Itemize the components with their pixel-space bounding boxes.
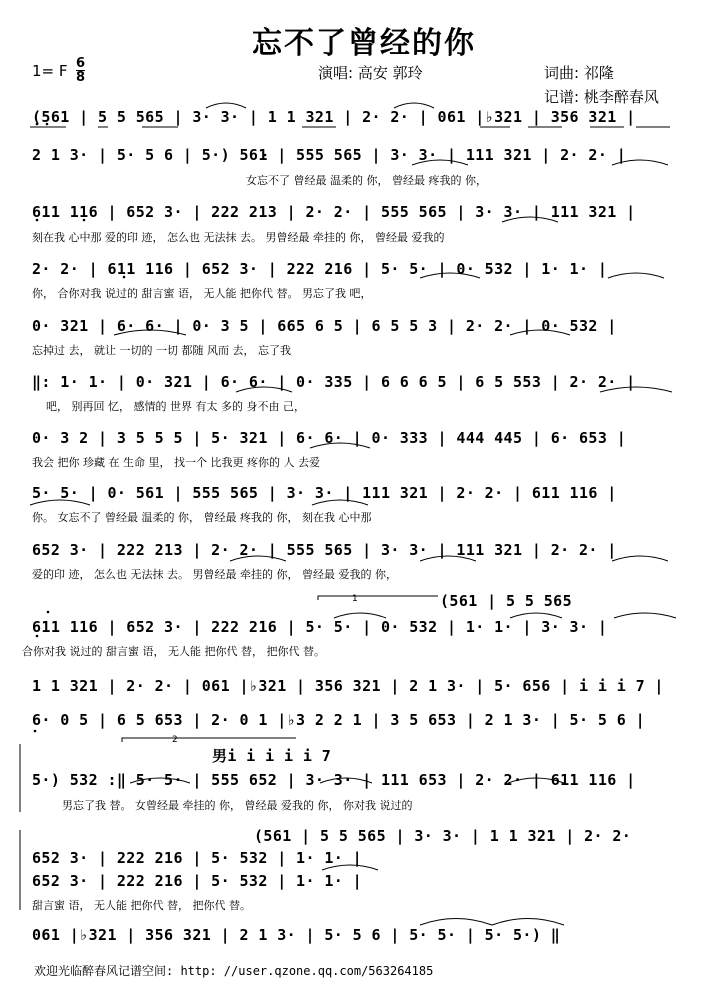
song-title: 忘不了曾经的你 [252,26,476,61]
notes-system-10: 611 116 | 652 3· | 222 216 | 5· 5· | 0· 532 | 1· 1· | 3· 3· | [32,618,608,636]
volta-2-label: 2 [172,735,178,745]
notes-system-15: 061 |♭321 | 356 321 | 2 1 3· | 5· 5 6 | 5· 5· | 5· 5·) ‖ [32,926,561,944]
notes-system-12: 6· 0 5 | 6 5 653 | 2· 0 1 |♭3 2 2 1 | 3 5 653 | 2 1 3· | 5· 5 6 | [32,711,645,729]
tie-arc [420,919,564,926]
tie-arc [608,273,664,278]
notes-system-11: 1 1 321 | 2· 2· | 061 |♭321 | 356 321 | 2 1 3· | 5· 656 | i i i 7 | [32,677,664,695]
lyrics-system-5: 忘掉过 去， 就让 一切的 一切 都随 风而 去， 忘了我 [32,344,291,357]
notes-system-5: 0· 321 | 6· 6· | 0· 3 5 | 665 6 5 | 6 5 5 3 | 2· 2· | 0· 532 | [32,317,617,335]
notes-system-9: 652 3· | 222 213 | 2· 2· | 555 565 | 3· 3· | 111 321 | 2· 2· | [32,541,617,559]
lyrics-system-14: 甜言蜜 语， 无人能 把你代 替， 把你代 替。 [32,899,251,912]
lyrics-system-10: 合你对我 说过的 甜言蜜 语， 无人能 把你代 替， 把你代 替。 [22,645,325,658]
men-part-notes: 男i i i i i 7 [212,747,332,765]
notes-system-14-upper: 652 3· | 222 216 | 5· 532 | 1· 1· | [32,849,363,867]
notes-system-1: (561 | 5 5 565 | 3· 3· | 1 1 321 | 2· 2· | 061 |♭321 | 356 321 | [32,108,636,126]
lyrics-system-2: 女忘不了 曾经最 温柔的 你， 曾经最 疼我的 你， [246,174,487,187]
lyrics-system-13: 男忘了我 替。 女曾经最 牵挂的 你， 曾经最 爱我的 你， 你对我 说过的 [62,799,413,812]
notes-system-13: 5·) 532 :‖ 5· 5· | 555 652 | 3· 3· | 111 653 | 2· 2· | 611 116 | [32,771,636,789]
notes-system-2: 2 1 3· | 5· 5 6 | 5·) 561 | 555 565 | 3· 3· | 111 321 | 2· 2· | [32,146,627,164]
transcriber: 记谱: 桃李醉春风 [544,88,659,106]
bracket-notes-2: (561 | 5 5 565 | 3· 3· | 1 1 321 | 2· 2· [254,827,632,845]
lyrics-system-8: 你。 女忘不了 曾经最 温柔的 你， 曾经最 疼我的 你， 刻在我 心中那 [32,511,372,524]
notes-system-8: 5· 5· | 0· 561 | 555 565 | 3· 3· | 111 321 | 2· 2· | 611 116 | [32,484,617,502]
lyrics-system-3: 刻在我 心中那 爱的印 迹， 怎么也 无法抹 去。 男曾经最 牵挂的 你， 曾经最 爱我的 [32,231,445,244]
bracket-notes-1: (561 | 5 5 565 [440,592,573,610]
notes-system-14: 652 3· | 222 216 | 5· 532 | 1· 1· | [32,872,363,890]
lyrics-system-6: 吧， 别再回 忆， 感情的 世界 有太 多的 身不由 己， [46,400,305,413]
lyrics-system-4: 你， 合你对我 说过的 甜言蜜 语， 无人能 把你代 替。 男忘了我 吧， [32,287,372,300]
volta-bracket-1 [318,596,438,600]
footer-credit: 欢迎光临醉春风记谱空间: http: //user.qzone.qq.com/563264185 [34,964,434,978]
tie-arc [612,556,668,561]
time-signature-bottom: 8 [76,70,86,85]
volta-bracket-2 [122,738,296,742]
notes-system-3: 611 116 | 652 3· | 222 213 | 2· 2· | 555 565 | 3· 3· | 111 321 | [32,203,636,221]
notes-system-4: 2· 2· | 611 116 | 652 3· | 222 216 | 5· 5· | 0· 532 | 1· 1· | [32,260,608,278]
lyricist: 词曲: 祁隆 [544,64,614,82]
singers: 演唱: 高安 郭玲 [318,64,423,82]
notes-system-7: 0· 3 2 | 3 5 5 5 | 5· 321 | 6· 6· | 0· 333 | 444 445 | 6· 653 | [32,429,627,447]
volta-1-label: 1 [352,594,358,604]
notes-system-6: ‖: 1· 1· | 0· 321 | 6· 6· | 0· 335 | 6 6 6 5 | 6 5 553 | 2· 2· | [32,373,636,391]
lyrics-system-9: 爱的印 迹， 怎么也 无法抹 去。 男曾经最 牵挂的 你， 曾经最 爱我的 你， [32,568,397,581]
lyrics-system-7: 我会 把你 珍藏 在 生命 里， 找一个 比我更 疼你的 人 去爱 [32,456,320,469]
key-signature: 1= F [32,62,68,80]
time-signature-top: 6 [76,56,86,71]
tie-arc [614,613,676,618]
